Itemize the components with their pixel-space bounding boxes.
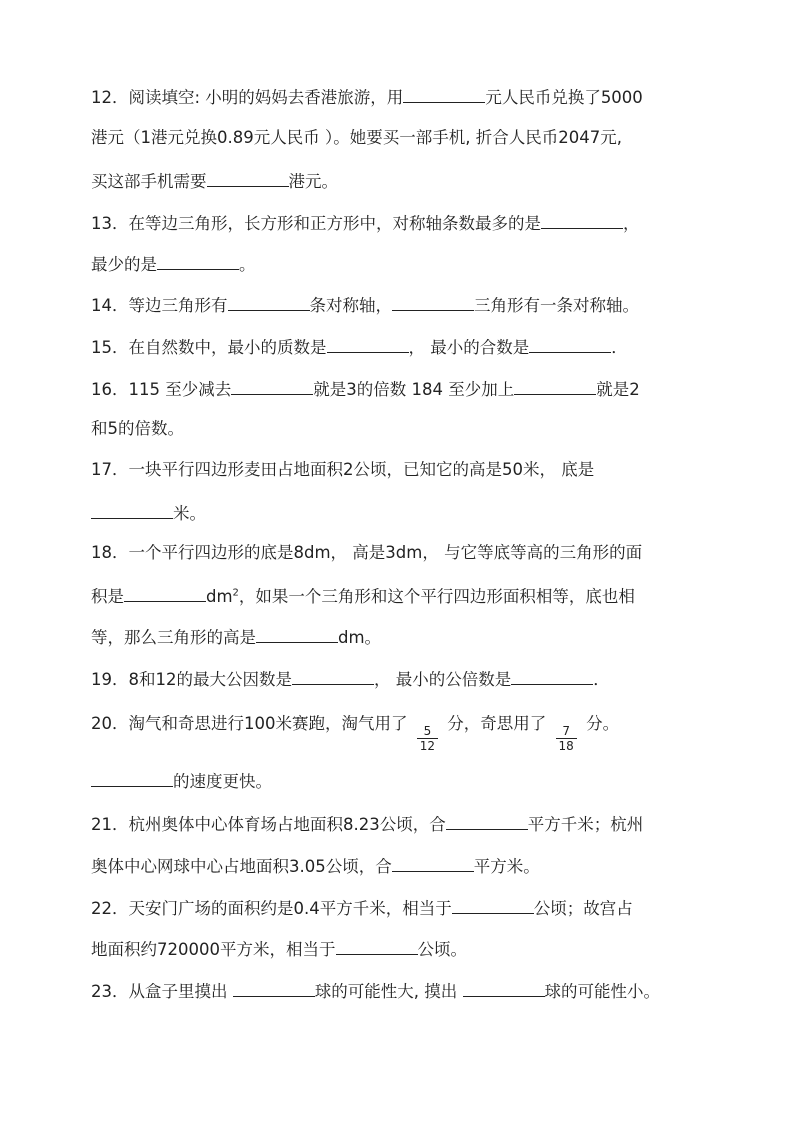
q21-text: 平方米。: [473, 857, 540, 876]
q21-line-2: [91, 855, 706, 877]
q18-line-3: [91, 626, 706, 648]
q17-line-1: [91, 460, 706, 480]
q18-line-1: [91, 543, 706, 563]
q13-line-2: [91, 253, 706, 275]
q23-line: [91, 980, 706, 1002]
q12-line-1: [91, 86, 706, 108]
fraction-7-18: [556, 724, 577, 753]
q20-text: 分。: [586, 714, 620, 733]
q22-line-1: [91, 897, 706, 919]
fraction-5-12: [417, 724, 438, 753]
q14-text: 条对称轴，: [309, 296, 392, 315]
q17-blank[interactable]: [91, 502, 173, 519]
q15-blank-2[interactable]: [529, 336, 611, 353]
q19-text: 19．8和12的最大公因数是: [91, 670, 292, 689]
q18-text: 等，那么三角形的高是: [91, 628, 256, 647]
q18-blank-2[interactable]: [256, 626, 338, 643]
q18-unit: dm: [206, 587, 233, 606]
q12-text: 12．阅读填空: 小明的妈妈去香港旅游，用: [91, 88, 404, 107]
q13-text: 13．在等边三角形，长方形和正方形中，对称轴条数最多的是: [91, 214, 541, 233]
q16-blank-1[interactable]: [231, 378, 313, 395]
q19-blank-1[interactable]: [292, 668, 374, 685]
q21-blank-1[interactable]: [446, 813, 528, 830]
q23-text: 23．从盒子里摸出: [91, 982, 233, 1001]
q18-line-2: [91, 585, 706, 607]
q14-blank-1[interactable]: [228, 294, 310, 311]
q21-text: 奥体中心网球中心占地面积3.05公顷，合: [91, 857, 392, 876]
q17-line-2: [91, 502, 706, 524]
q13-line-1: [91, 212, 706, 234]
q12-line-2: [91, 128, 706, 148]
q23-text: 球的可能性大, 摸出: [314, 982, 463, 1001]
q15-text: ， 最小的合数是: [408, 338, 530, 357]
q23-blank-1[interactable]: [233, 980, 315, 997]
q13-text: ，: [623, 214, 640, 233]
q13-blank-2[interactable]: [157, 253, 239, 270]
q16-blank-2[interactable]: [514, 378, 596, 395]
q12-blank-2[interactable]: [207, 170, 289, 187]
q16-line-1: [91, 378, 706, 400]
q17-text: 米。: [173, 504, 206, 523]
q18-text: dm。: [338, 628, 382, 647]
q12-text: 元人民币兑换了5000: [485, 88, 643, 107]
q12-text: 港元。: [288, 172, 338, 191]
q14-line: [91, 294, 706, 316]
q14-blank-2[interactable]: [392, 294, 474, 311]
q14-text: 三角形有一条对称轴。: [474, 296, 639, 315]
q13-text: 最少的是: [91, 255, 157, 274]
fraction-denominator: 18: [558, 739, 574, 753]
q19-text: ．: [593, 670, 610, 689]
fraction-numerator: 5: [417, 724, 438, 739]
q12-line-3: [91, 170, 706, 192]
q22-blank-2[interactable]: [336, 938, 418, 955]
q15-text: 15．在自然数中，最小的质数是: [91, 338, 327, 357]
q20-line-1: [91, 710, 706, 753]
q16-line-2: [91, 419, 706, 439]
q15-text: ．: [611, 338, 628, 357]
q21-line-1: [91, 813, 706, 835]
q20-text: 的速度更快。: [173, 772, 272, 791]
q20-line-2: [91, 770, 706, 792]
q19-line: [91, 668, 706, 690]
q22-text: 22．天安门广场的面积约是0.4平方千米，相当于: [91, 899, 452, 918]
q21-text: 平方千米；杭州: [527, 815, 644, 834]
q16-text: 和5的倍数。: [91, 419, 184, 438]
q18-text: 18．一个平行四边形的底是8dm， 高是3dm， 与它等底等高的三角形的面: [91, 543, 643, 562]
q13-text: 。: [239, 255, 256, 274]
q23-text: 球的可能性小。: [544, 982, 660, 1001]
q20-text: 20．淘气和奇思进行100米赛跑，淘气用了: [91, 714, 408, 733]
q13-blank-1[interactable]: [541, 212, 623, 229]
fraction-numerator: 7: [556, 724, 577, 739]
q16-text: 就是2: [596, 380, 640, 399]
q21-text: 21．杭州奥体中心体育场占地面积8.23公顷，合: [91, 815, 446, 834]
q18-text: 积是: [91, 587, 124, 606]
q16-text: 就是3的倍数 184 至少加上: [313, 380, 515, 399]
q17-text: 17．一块平行四边形麦田占地面积2公顷，已知它的高是50米， 底是: [91, 460, 595, 479]
q20-text: 分，奇思用了: [447, 714, 547, 733]
q15-line: [91, 336, 706, 358]
q14-text: 14．等边三角形有: [91, 296, 228, 315]
q15-blank-1[interactable]: [327, 336, 409, 353]
q19-blank-2[interactable]: [511, 668, 593, 685]
q12-text: 买这部手机需要: [91, 172, 207, 191]
q12-blank-1[interactable]: [403, 86, 485, 103]
q18-superscript: 2: [232, 587, 239, 599]
fraction-denominator: 12: [419, 739, 436, 753]
q18-text: ，如果一个三角形和这个平行四边形面积相等，底也相: [238, 587, 635, 606]
q22-text: 地面积约720000平方米，相当于: [91, 940, 336, 959]
q18-blank-1[interactable]: [124, 585, 206, 602]
q23-blank-2[interactable]: [463, 980, 545, 997]
q21-blank-2[interactable]: [392, 855, 474, 872]
q22-blank-1[interactable]: [452, 897, 534, 914]
q22-text: 公顷；故宫占: [533, 899, 633, 918]
q22-text: 公顷。: [417, 940, 467, 959]
q20-blank[interactable]: [91, 770, 173, 787]
q22-line-2: [91, 938, 706, 960]
q16-text: 16．115 至少减去: [91, 380, 232, 399]
q19-text: ， 最小的公倍数是: [374, 670, 512, 689]
q12-text: 港元（1港元兑换0.89元人民币 ）。她要买一部手机, 折合人民币2047元,: [91, 128, 622, 147]
